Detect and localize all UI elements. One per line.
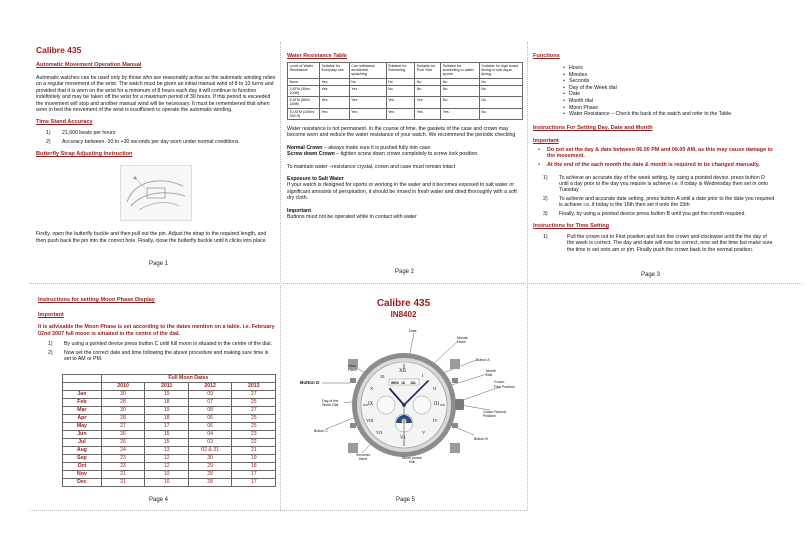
important-text: It is advisable the Moon Phase is set according to the dates mention on a table. i.e. February 02nd 2007 full moon is situated in the centre of the dial. (38, 324, 275, 337)
table-header-row: Level of Water Resistance Suitable for Everyday use Can withstand accidental splashing Suitable for Swimming Suitable for Pool Size Suitable for snorkeling or water sports Suitable for high board diving or sub-aqua diving (288, 63, 523, 79)
column-divider-3 (280, 285, 281, 510)
manual-page-3 (533, 53, 775, 281)
bottom-divider (30, 510, 527, 511)
maintain-text: To maintain water –resistance crystal, crown and case must remain intact (287, 163, 456, 170)
list-item: • Moon Phase (563, 105, 775, 112)
list-item: • Minutes (563, 72, 775, 79)
table-row: Jan 30 19 09 27 (63, 391, 276, 399)
label-button-a: Button A (476, 358, 490, 362)
label-crown: Crown (494, 380, 505, 384)
table-row: Sep 23 12 30 19 (63, 455, 276, 463)
setting-steps (533, 175, 775, 217)
manual-page-2 (287, 53, 523, 281)
important-heading: Important (287, 207, 311, 214)
numeral-x: X (370, 386, 374, 391)
manual-page-1 (36, 45, 276, 281)
page-number: Page 2 (395, 269, 415, 275)
table-row: Aug 24 13 02 & 31 21 (63, 447, 276, 455)
water-table-heading: Water Resistance Table (287, 53, 347, 59)
label-seconds-hand: Seconds Hand (356, 453, 370, 461)
normal-crown-text: Normal Crown – always make sure it is pushed fully into case (287, 144, 431, 151)
numeral-vi: VI (400, 436, 406, 441)
table-row: May 27 17 06 25 (63, 423, 276, 431)
model-number: IN8402 (390, 310, 417, 319)
column-divider-2 (527, 42, 528, 282)
dial-month: JUL (410, 381, 417, 385)
resistance-text: Water resistance is not permanent. In the course of time, the gaskets of the case and crown may become worn and reduce the water resistance of your watch. We recommend the periodic checking (287, 126, 516, 139)
numeral-xi: XI (380, 374, 385, 379)
list-item: • Month dial (563, 98, 775, 105)
time-setting-heading: Instructions for Time Setting (533, 222, 610, 229)
list-item: • Hours (563, 65, 775, 72)
butterfly-buckle-illustration (120, 165, 192, 221)
numeral-iv: IV (433, 418, 438, 423)
list-item: • Date (563, 91, 775, 98)
label-button-d: Button D (300, 380, 320, 385)
label-date: Date (409, 329, 417, 333)
numeral-ii: II (433, 386, 436, 391)
table-row: Jul 26 15 03 22 (63, 439, 276, 447)
important-heading: Important (38, 312, 64, 318)
table-row: 5 ATM (50m/ 165ft) Yes Yes Yes Yes No No (288, 97, 523, 108)
table-row: 10 ATM (100m/ 330 ft) Yes Yes Yes Yes Yes No (288, 108, 523, 119)
numeral-ix: IX (368, 402, 374, 407)
salt-water-heading: Exposure to Salt Water (287, 176, 344, 183)
important-list (537, 147, 775, 169)
table-row: Feb 28 18 07 25 (63, 399, 276, 407)
table-title-row (63, 375, 276, 383)
important-text: Buttons must not be operated while in contact with water (287, 214, 417, 221)
numeral-xii: XII (399, 369, 406, 374)
table-row: Nov 21 10 28 17 (63, 471, 276, 479)
page-title: Calibre 435 (376, 298, 431, 309)
list-item: 1) By using a pointed device press button C until full moon is situated in the centre of the dial. (48, 341, 272, 348)
automatic-text: Automatic watches can be used only by those who are reasonably active as the automatic winding relies on a regular movement of the wrist. The watch must be given an initial manual wind of 8 to 10 turns and provided that it is worn on the wrist for a minimum of 8 hours each day it will continue to function indefinitely and may be taken off the wrist for a maximum period of 30 hours. If this period is exceeded the movement will stop and another manual wind will be necessary. It must be remembered that when worn in bed the movement of the wrist is insufficient to operate the automatic winding. (36, 75, 276, 114)
page-number: Page 3 (641, 272, 661, 278)
time-steps (533, 234, 775, 253)
moon-phase-heading: Instructions for setting Moon Phase Display (38, 297, 155, 303)
list-item: • Day of the Week dial (563, 85, 775, 92)
page-number: Page 5 (396, 497, 416, 503)
strap-heading: Butterfly Strap Adjusting Instruction (36, 151, 133, 158)
list-item: 3) Finally, by using a pointed device press button B until you get the month required. (543, 210, 746, 217)
label-button-c: Button C (314, 429, 328, 433)
moon-steps (38, 341, 276, 362)
label-minute-hand: Minute Hand (457, 336, 468, 344)
dial-day: WED (391, 381, 399, 385)
table-row: Oct 23 12 29 18 (63, 463, 276, 471)
manual-page-5 (282, 297, 525, 509)
accuracy-list (36, 130, 276, 145)
setting-heading: Instructions For Setting Day, Date and Month (533, 124, 653, 131)
list-item: 2) To achieve and accurate date setting, press button A until a date prior to the date you required is achieve i.e. if today is the 16th then set it onto the 15th (543, 195, 775, 209)
list-item: 1) 21,600 beats per hours (46, 130, 116, 137)
list-item: • At the end of the each month the date & month is required to be changed manually. (537, 162, 775, 169)
column-divider-1 (280, 42, 281, 282)
list-item: • Seconds (563, 78, 775, 85)
list-item: 2) Accuracy between -30 to +30 seconds per day worn under normal conditions. (46, 138, 240, 145)
table-row: 3 ATM (30m/ 100ft) Yes Yes No No No No (288, 85, 523, 96)
numeral-i: I (422, 373, 424, 378)
label-moon-phase-dial: Moon phase Dial (402, 456, 422, 464)
water-resistance-table (287, 62, 523, 120)
column-divider-4 (527, 285, 528, 510)
list-item: • Do not set the day & date between 06.00 PM and 06.00 AM, as this may cause damage to the movement. (537, 147, 775, 160)
table-row: None Yes No No No No No (288, 78, 523, 85)
list-item: 1) Pull the crown out to First position and turn the crown anti-clockwise until the the day of the week is correct. The day and date will now be correct, now set the time but make sure the time is set onto am or pm. Finally push the crown back to the normal position. (543, 233, 773, 253)
table-title: Full Moon Dates (101, 375, 275, 383)
functions-list (563, 65, 775, 118)
manual-page-4 (38, 297, 276, 509)
table-row: Mar 30 19 08 27 (63, 407, 276, 415)
numeral-iii: III (434, 402, 439, 407)
list-item: • Water Resistance – Check the back of the watch and refer to the Table. (563, 111, 775, 118)
table-row: Apr 28 18 06 25 (63, 415, 276, 423)
page-title: Calibre 435 (36, 45, 82, 55)
salt-water-text: If your watch is designed for sports or working in the water and it becomes exposed to salt water or significant amounts of perspiration, it should be rinsed in fresh water and dried thoroughly with a soft dry cloth. (287, 182, 517, 202)
list-item: 2) Now set the correct date and time following the above procedure and making sure time is set to AM or PM. (48, 349, 269, 362)
label-month-dial: Month Dial (486, 369, 496, 377)
table-row: Jun 26 15 04 23 (63, 431, 276, 439)
numeral-v: V (422, 430, 426, 435)
accuracy-heading: Time Stand Accuracy (36, 119, 93, 126)
functions-heading: Functions (533, 53, 560, 59)
table-row: Dec 21 10 28 17 (63, 479, 276, 487)
list-item: 1) To achieve an accurate day of the week setting, by using a pointed device, press button D until a day prior to the day you require is achieve i.e. if today is Wednesday then set in onto Tuesday (543, 174, 768, 194)
label-hour-hand: Hour Hand (348, 364, 357, 372)
full-moon-table (62, 374, 276, 487)
dial-date: 16 (401, 381, 405, 385)
label-crown-normal-position: Crown Normal Position (483, 410, 506, 418)
important-heading: Important (533, 137, 559, 144)
label-day-of-week-dial: Day of the Week Dial (322, 399, 339, 407)
page-number: Page 4 (149, 497, 169, 503)
strap-text: Firstly, open the butterfly buckle and then pull out the pin. Adjust the strap to the required length, and then push back the pin into the correct hole. Finally, close the butterfly buckle until it clicks into place. (36, 231, 267, 244)
automatic-heading: Automatic Movement Operation Manual (36, 62, 142, 68)
numeral-vii: VII (376, 430, 383, 435)
screw-crown-text: Screw down Crown – tighten screw down crown completely to screw lock position. (287, 151, 479, 158)
watch-diagram (282, 297, 525, 509)
table-header-row: 2010 2011 2012 2013 (63, 383, 276, 391)
numeral-viii: VIII (366, 418, 374, 423)
label-first-position: First Position (494, 385, 515, 389)
label-button-b: Button B (474, 437, 488, 441)
row-divider (30, 283, 802, 284)
page-number: Page 1 (149, 261, 169, 267)
